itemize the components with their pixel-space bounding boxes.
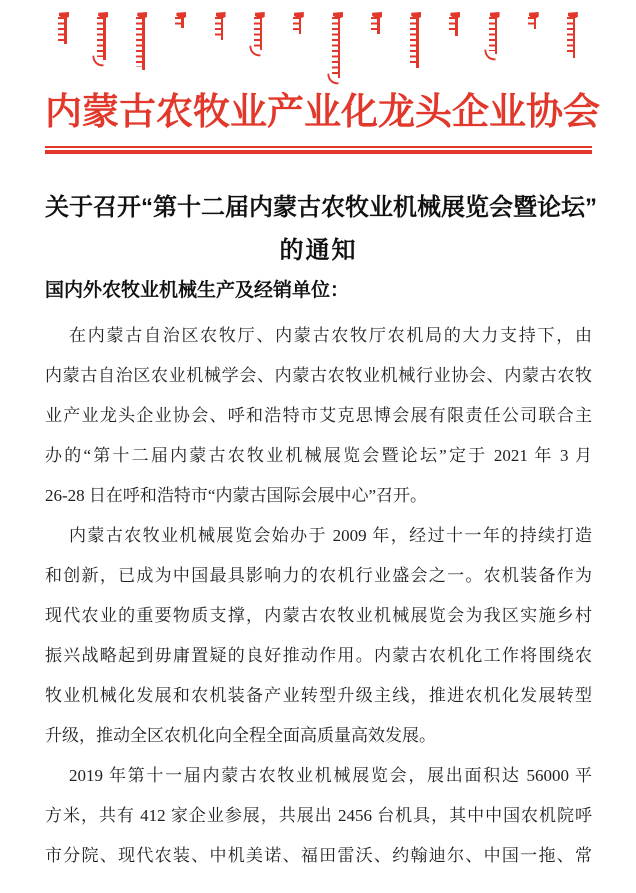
body-line: 在内蒙古自治区农牧厅、内蒙古农牧厅农机局的大力支持下，由 xyxy=(69,325,592,345)
org-name-char: 龙 xyxy=(378,91,415,133)
mongolian-word-glyph xyxy=(292,14,306,34)
org-name-char: 业 xyxy=(304,91,341,133)
notice-title-line2: 的通知 xyxy=(279,236,358,264)
salutation: 国内外农牧业机械生产及经销单位： xyxy=(45,279,350,301)
org-name-char: 会 xyxy=(563,91,600,133)
notice-content xyxy=(45,186,597,876)
org-name-char: 企 xyxy=(452,91,489,133)
mongolian-word-glyph xyxy=(331,14,345,78)
mongolian-word-glyph xyxy=(448,14,462,36)
org-name-char: 头 xyxy=(415,91,452,133)
body-line: 内蒙古农牧业机械展览会始办于 2009 年，经过十一年的持续打造 xyxy=(69,525,592,545)
org-name-char: 业 xyxy=(230,91,267,133)
mongolian-word-glyph xyxy=(370,14,384,34)
org-name-char: 产 xyxy=(267,91,304,133)
mongolian-word-glyph xyxy=(174,14,188,28)
body-line: 牧业机械化发展和农机装备产业转型升级主线，推进农机化发展转型 xyxy=(45,685,592,705)
body-line: 和创新，已成为中国最具影响力的农机行业盛会之一。农机装备作为 xyxy=(45,565,592,585)
body-line: 2019 年第十一届内蒙古农牧业机械展览会，展出面积达 56000 平 xyxy=(69,765,592,785)
org-name-title xyxy=(45,88,600,136)
mongolian-word-glyph xyxy=(409,14,423,68)
body-line: 市分院、现代农装、中机美诺、福田雷沃、约翰迪尔、中国一拖、常 xyxy=(45,845,592,865)
org-name-char: 协 xyxy=(526,91,563,133)
letterhead-divider xyxy=(45,146,592,154)
body-line: 现代农业的重要物质支撑，内蒙古农牧业机械展览会为我区实施乡村 xyxy=(45,605,592,625)
notice-body xyxy=(45,316,592,876)
body-line: 方米，共有 412 家企业参展，共展出 2456 台机具，其中中国农机院呼 xyxy=(45,805,592,825)
org-name-char: 农 xyxy=(156,91,193,133)
org-name-char: 古 xyxy=(119,91,156,133)
body-line: 业产业龙头企业协会、呼和浩特市艾克思博会展有限责任公司联合主 xyxy=(45,405,592,425)
org-name-char: 蒙 xyxy=(82,91,119,133)
mongolian-word-glyph xyxy=(527,14,541,29)
body-line: 升级，推动全区农机化向全程全面高质量高效发展。 xyxy=(45,725,436,745)
mongolian-word-glyph xyxy=(135,14,149,70)
mongolian-word-glyph xyxy=(488,14,502,54)
mongolian-word-glyph xyxy=(96,14,110,60)
body-line: 办的“第十二届内蒙古农牧业机械展览会暨论坛”定于 2021 年 3 月 xyxy=(45,445,592,465)
divider-thick-line xyxy=(45,150,592,154)
body-line: 内蒙古自治区农业机械学会、内蒙古农牧业机械行业协会、内蒙古农牧 xyxy=(45,365,592,385)
letterhead xyxy=(45,14,600,154)
mongolian-word-glyph xyxy=(253,14,267,50)
body-line: 26-28 日在呼和浩特市“内蒙古国际会展中心”召开。 xyxy=(45,485,428,505)
org-name-char: 内 xyxy=(45,91,82,133)
mongolian-word-glyph xyxy=(566,14,580,58)
body-line: 振兴战略起到毋庸置疑的良好推动作用。内蒙古农机化工作将围绕农 xyxy=(45,645,592,665)
mongolian-script-header xyxy=(45,14,592,80)
mongolian-word-glyph xyxy=(214,14,228,40)
mongolian-word-glyph xyxy=(57,14,71,44)
org-name-char: 化 xyxy=(341,91,378,133)
org-name-char: 牧 xyxy=(193,91,230,133)
notice-title-line1: 关于召开“第十二届内蒙古农牧业机械展览会暨论坛” xyxy=(45,193,597,221)
org-name-char: 业 xyxy=(489,91,526,133)
notice-title xyxy=(45,186,597,272)
